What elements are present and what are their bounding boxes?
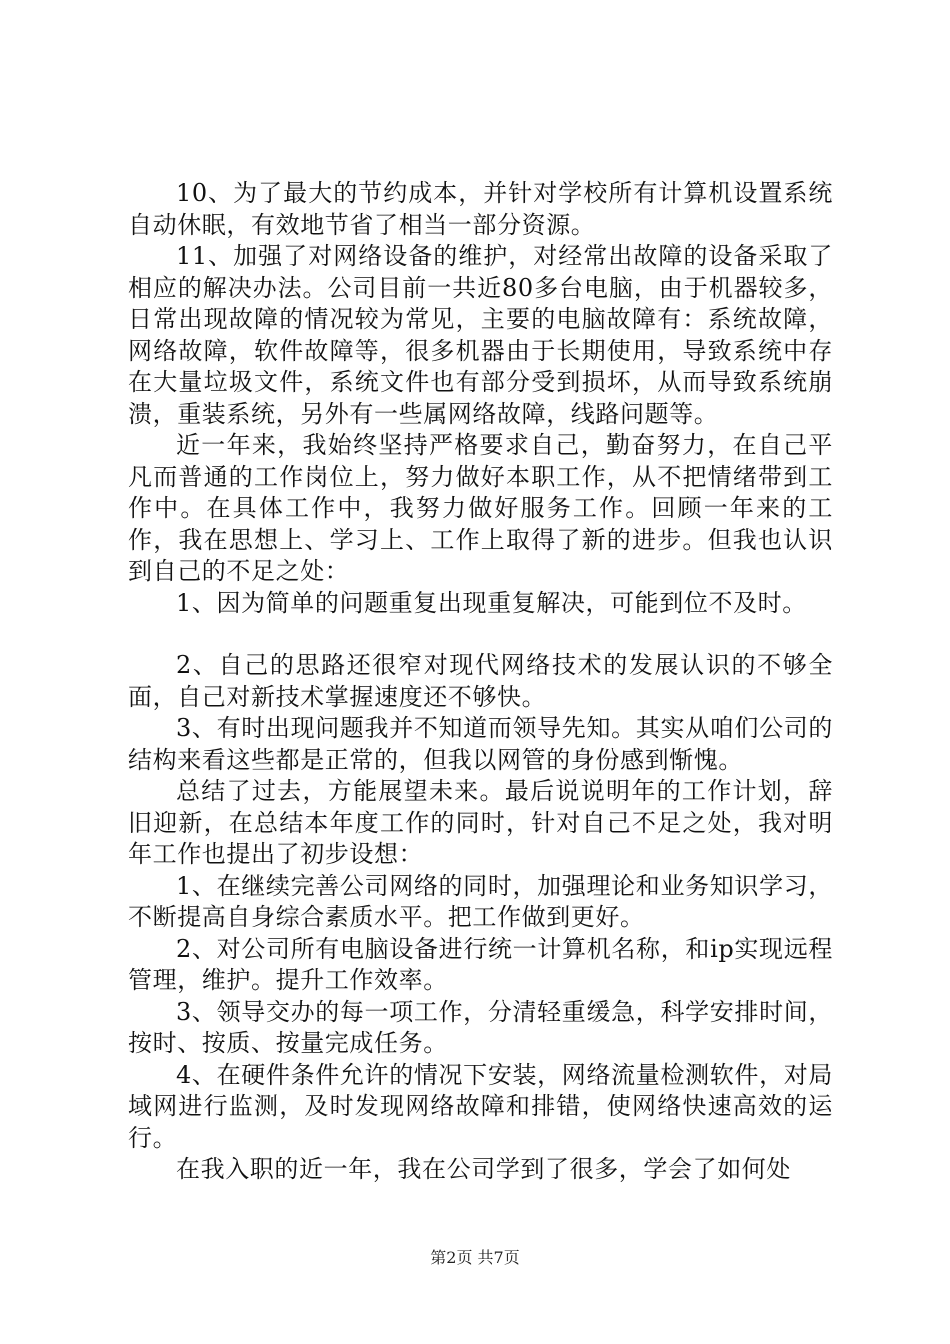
paragraph-shortcoming-3: 3、有时出现问题我并不知道而领导先知。其实从咱们公司的结构来看这些都是正常的，但我以网管的身份感到惭愧。 (128, 714, 833, 774)
paragraph-plan-4: 4、在硬件条件允许的情况下安装，网络流量检测软件，对局域网进行监测，及时发现网络故障和排错，使网络快速高效的运行。 (128, 1060, 833, 1152)
paragraph-plan-3: 3、领导交办的每一项工作，分清轻重缓急，科学安排时间，按时、按质、按量完成任务。 (128, 997, 833, 1057)
paragraph-plan-2: 2、对公司所有电脑设备进行统一计算机名称，和ip实现远程管理，维护。提升工作效率。 (128, 934, 833, 994)
paragraph-shortcoming-1: 1、因为简单的问题重复出现重复解决，可能到位不及时。 (176, 588, 807, 617)
paragraph-review: 近一年来，我始终坚持严格要求自己，勤奋努力，在自己平凡而普通的工作岗位上，努力做好本职工作，从不把情绪带到工作中。在具体工作中，我努力做好服务工作。回顾一年来的工作，我在思想上、学习上、工作上取得了新的进步。但我也认识到自己的不足之处： (128, 431, 833, 585)
paragraph-plan-intro: 总结了过去，方能展望未来。最后说说明年的工作计划，辞旧迎新，在总结本年度工作的同时，针对自己不足之处，我对明年工作也提出了初步设想： (128, 777, 833, 868)
paragraph-item-10: 10、为了最大的节约成本，并针对学校所有计算机设置系统自动休眠，有效地节省了相当一部分资源。 (128, 179, 833, 239)
page-number-footer: 第2页 共7页 (430, 1248, 520, 1267)
paragraph-item-11: 11、加强了对网络设备的维护，对经常出故障的设备采取了相应的解决办法。公司目前一共近80多台电脑，由于机器较多，日常出现故障的情况较为常见，主要的电脑故障有：系统故障，网络故障，软件故障等，很多机器由于长期使用，导致系统中存在大量垃圾文件，系统文件也有部分受到损坏，从而导致系统崩溃，重装系统，另外有一些属网络故障，线路问题等。 (128, 242, 833, 428)
paragraph-shortcoming-2: 2、自己的思路还很窄对现代网络技术的发展认识的不够全面，自己对新技术掌握速度还不够快。 (128, 651, 833, 711)
paragraph-plan-1: 1、在继续完善公司网络的同时，加强理论和业务知识学习，不断提高自身综合素质水平。把工作做到更好。 (128, 871, 833, 931)
paragraph-closing: 在我入职的近一年，我在公司学到了很多，学会了如何处 (176, 1155, 791, 1183)
document-body (128, 178, 833, 1186)
